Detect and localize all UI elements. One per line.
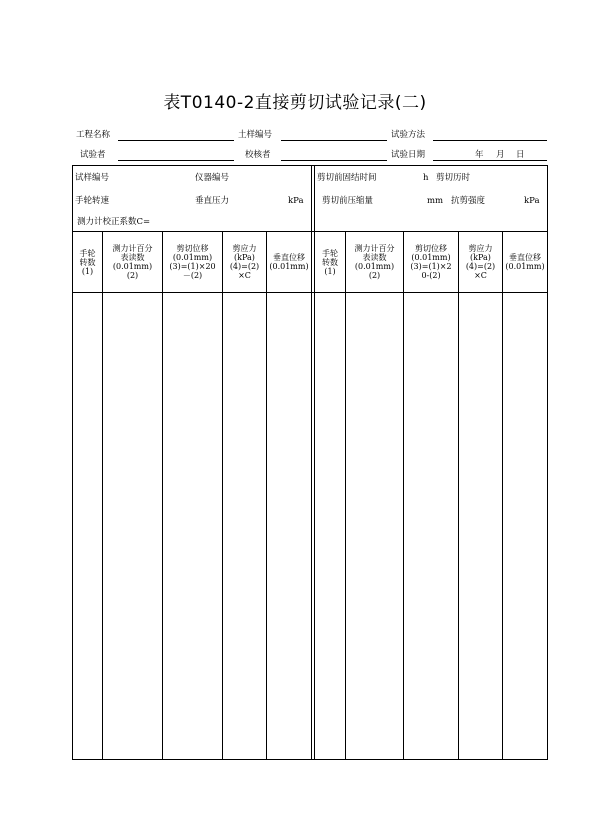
col-header-line: (kPa) xyxy=(470,253,491,262)
col-header-line: (0.01mm) xyxy=(505,262,545,271)
column-divider xyxy=(345,231,346,759)
consolidation-time-label: 剪切前固结时间 xyxy=(317,173,377,183)
col-header-line: (2) xyxy=(368,271,381,280)
project-name-label: 工程名称 xyxy=(76,130,111,140)
col-header-line: ×C xyxy=(474,271,487,280)
col-header-line: (1) xyxy=(81,267,94,276)
col-header-shear-stress xyxy=(459,244,502,280)
vertical-pressure-unit: kPa xyxy=(288,196,304,206)
column-divider xyxy=(458,231,459,759)
col-header-line: (kPa) xyxy=(234,253,255,262)
col-header-line: 剪切位移 xyxy=(176,244,209,253)
col-header-line: 手轮 xyxy=(322,249,338,258)
col-header-line: (0.01mm) xyxy=(411,253,451,262)
col-header-line: 剪应力 xyxy=(468,244,493,253)
col-header-line: 剪切位移 xyxy=(415,244,447,253)
col-header-dial-reading xyxy=(346,244,403,280)
col-header-line: ×C xyxy=(238,271,251,280)
col-header-dial-reading xyxy=(103,244,162,280)
test-method-field[interactable] xyxy=(433,130,547,141)
checker-label: 校核者 xyxy=(245,150,271,160)
col-header-line: 测力计百分 xyxy=(112,244,153,253)
day-label: 日 xyxy=(516,150,525,160)
column-divider xyxy=(102,231,103,759)
year-label: 年 xyxy=(475,150,484,160)
separator-line-a xyxy=(311,165,312,759)
column-divider xyxy=(266,231,267,759)
shear-duration-label: 剪切历时 xyxy=(436,173,471,183)
vertical-pressure-label: 垂直压力 xyxy=(195,196,230,206)
col-header-line: (3)=(1)×2 xyxy=(410,262,452,271)
table-bottom-border xyxy=(72,759,548,760)
col-header-line: 测力计百分 xyxy=(354,244,395,253)
col-header-line: (0.01mm) xyxy=(112,262,153,271)
shear-strength-unit: kPa xyxy=(524,196,540,206)
col-header-vertical-displacement xyxy=(267,253,311,271)
header-bottom-border xyxy=(72,292,548,293)
column-divider xyxy=(403,231,404,759)
col-header-line: (0.01mm) xyxy=(172,253,213,262)
col-header-line: (4)=(2) xyxy=(229,262,260,271)
calibration-label: 测力计校正系数C= xyxy=(77,217,151,227)
col-header-line: (0.01mm) xyxy=(269,262,309,271)
col-header-line: (0.01mm) xyxy=(354,262,395,271)
col-header-handwheel-turns xyxy=(315,249,345,276)
project-name-field[interactable] xyxy=(118,130,234,141)
header-top-border xyxy=(72,231,548,232)
specimen-no-label: 试样编号 xyxy=(75,173,110,183)
shear-strength-label: 抗剪强度 xyxy=(451,196,486,206)
compression-unit: mm xyxy=(427,196,444,206)
consolidation-time-unit: h xyxy=(423,173,429,183)
col-header-line: 垂直位移 xyxy=(509,253,541,262)
soil-sample-no-label: 土样编号 xyxy=(238,130,273,140)
col-header-line: 手轮 xyxy=(79,249,96,258)
table-right-border xyxy=(547,165,548,759)
col-header-line: 表读数 xyxy=(120,253,145,262)
col-header-handwheel-turns xyxy=(73,249,102,276)
column-divider xyxy=(502,231,503,759)
col-header-line: 表读数 xyxy=(362,253,387,262)
col-header-line: －(2) xyxy=(182,271,203,280)
col-header-shear-stress xyxy=(223,244,266,280)
compression-label: 剪切前压缩量 xyxy=(322,196,374,206)
col-header-line: 转数 xyxy=(79,258,96,267)
test-method-label: 试验方法 xyxy=(391,130,426,140)
checker-field[interactable] xyxy=(281,150,387,161)
test-date-field[interactable] xyxy=(433,150,547,161)
col-header-line: (2) xyxy=(126,271,139,280)
col-header-line: 垂直位移 xyxy=(273,253,305,262)
soil-sample-no-field[interactable] xyxy=(281,130,387,141)
tester-label: 试验者 xyxy=(80,150,106,160)
col-header-line: 0-(2) xyxy=(421,271,441,280)
test-date-label: 试验日期 xyxy=(391,150,426,160)
column-divider xyxy=(222,231,223,759)
col-header-vertical-displacement xyxy=(503,253,547,271)
table-top-border xyxy=(72,165,548,166)
month-label: 月 xyxy=(496,150,505,160)
col-header-shear-displacement xyxy=(404,244,458,280)
instrument-no-label: 仪器编号 xyxy=(195,173,230,183)
handwheel-speed-label: 手轮转速 xyxy=(75,196,110,206)
tester-field[interactable] xyxy=(118,150,234,161)
col-header-line: 剪应力 xyxy=(232,244,257,253)
col-header-line: (4)=(2) xyxy=(465,262,496,271)
col-header-line: 转数 xyxy=(322,258,338,267)
col-header-line: (3)=(1)×20 xyxy=(169,262,216,271)
col-header-line: (1) xyxy=(324,267,336,276)
page-title: 表T0140-2直接剪切试验记录(二) xyxy=(163,93,427,113)
column-divider xyxy=(162,231,163,759)
col-header-shear-displacement xyxy=(163,244,222,280)
